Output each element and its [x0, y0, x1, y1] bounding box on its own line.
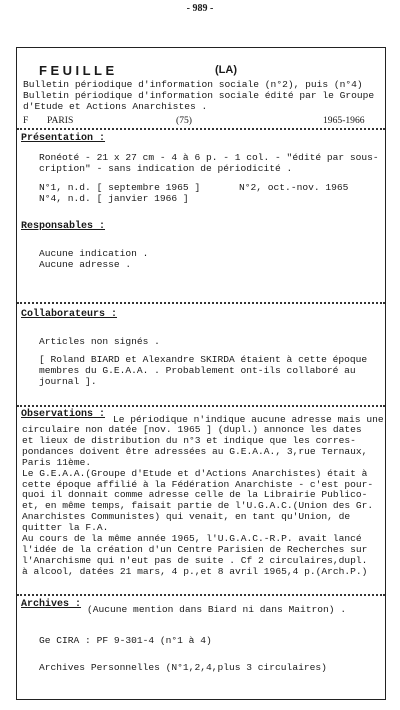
observations-line: Paris 11ème.: [22, 456, 92, 468]
observations-line: l'Anarchisme qui n'eut pas de suite . Cf 2 circulaires,dupl.: [22, 554, 368, 566]
collaborateurs-note-2: membres du G.E.A.A. . Probablement ont-ils collaboré au: [39, 365, 356, 376]
city: PARIS: [47, 115, 74, 126]
archives-note: (Aucune mention dans Biard ni dans Maitron) .: [87, 604, 347, 615]
observations-line: et, en même temps, faisait partie de l'U.G.A.C.(Union des Gr.: [22, 500, 374, 512]
responsables-line-2: Aucune adresse .: [39, 259, 132, 270]
divider: [17, 594, 385, 596]
observations-text: [22, 425, 382, 578]
subtitle-line-1: Bulletin périodique d'information sociale (n°2), puis (n°4): [23, 79, 363, 90]
subtitle-line-2: Bulletin périodique d'information sociale édité par le Groupe: [23, 90, 375, 101]
observations-line: Anarchistes Communistes) qui venait, en tant qu'Union, de: [22, 511, 351, 523]
country-code: F: [23, 115, 29, 126]
divider: [17, 128, 385, 130]
observations-line: et lieux de distribution du n°3 et indique que les corres-: [22, 434, 356, 446]
periodical-title: FEUILLE: [39, 63, 118, 78]
observations-line: cette époque affilié à la Fédération Anarchiste - c'est pour-: [22, 478, 374, 490]
divider: [17, 405, 385, 407]
observations-line: Le G.E.A.A.(Groupe d'Etude et d'Actions Anarchistes) était à: [22, 467, 368, 479]
subtitle-line-3: d'Etude et Actions Anarchistes .: [23, 101, 208, 112]
observations-line: l'idée de la création d'un Centre Parisien de Recherches sur: [22, 543, 368, 555]
department: (75): [176, 115, 192, 126]
collaborateurs-note-1: [ Roland BIARD et Alexandre SKIRDA étaient à cette époque: [39, 354, 368, 365]
archives-cira: Ge CIRA : PF 9-301-4 (n°1 à 4): [39, 635, 212, 646]
responsables-line-1: Aucune indication .: [39, 248, 149, 259]
archives-personal: Archives Personnelles (N°1,2,4,plus 3 circulaires): [39, 662, 327, 673]
collaborateurs-line: Articles non signés .: [39, 336, 160, 347]
presentation-line-1: Ronéoté - 21 x 27 cm - 4 à 6 p. - 1 col. - "édité par sous-: [39, 152, 379, 163]
years: 1965-1966: [323, 115, 365, 126]
presentation-label: Présentation :: [21, 133, 106, 144]
catalog-card: [16, 47, 386, 700]
observations-first-line: Le périodique n'indique aucune adresse mais une: [113, 414, 384, 425]
issue-4: N°4, n.d. [ janvier 1966 ]: [39, 193, 189, 204]
observations-label: Observations :: [21, 409, 106, 420]
observations-line: à alcool, datées 21 mars, 4 p.,et 8 avril 1965,4 p.(Arch.P.): [22, 565, 368, 577]
observations-line: quoi il donnait comme adresse celle de la Librairie Publico-: [22, 489, 368, 501]
observations-line: quitter la F.A.: [22, 522, 109, 534]
responsables-label: Responsables :: [21, 221, 106, 232]
observations-line: circulaire non datée [nov. 1965 ] (dupl.) annonce les dates: [22, 424, 362, 435]
issue-1: N°1, n.d. [ septembre 1965 ]: [39, 182, 201, 193]
observations-line: Au cours de la même année 1965, l'U.G.A.C.-R.P. avait lancé: [22, 533, 362, 545]
issue-2: N°2, oct.-nov. 1965: [239, 182, 349, 193]
page-number: - 989 -: [186, 3, 214, 14]
divider: [17, 302, 385, 304]
title-article: (LA): [215, 64, 237, 76]
presentation-line-2: cription" - sans indication de périodicité .: [39, 163, 293, 174]
observations-line: pondances doivent être adressées au G.E.A.A., 3,rue Ternaux,: [22, 445, 368, 457]
collaborateurs-label: Collaborateurs :: [21, 309, 118, 320]
archives-label: Archives :: [21, 599, 82, 610]
collaborateurs-note-3: journal ].: [39, 376, 97, 387]
